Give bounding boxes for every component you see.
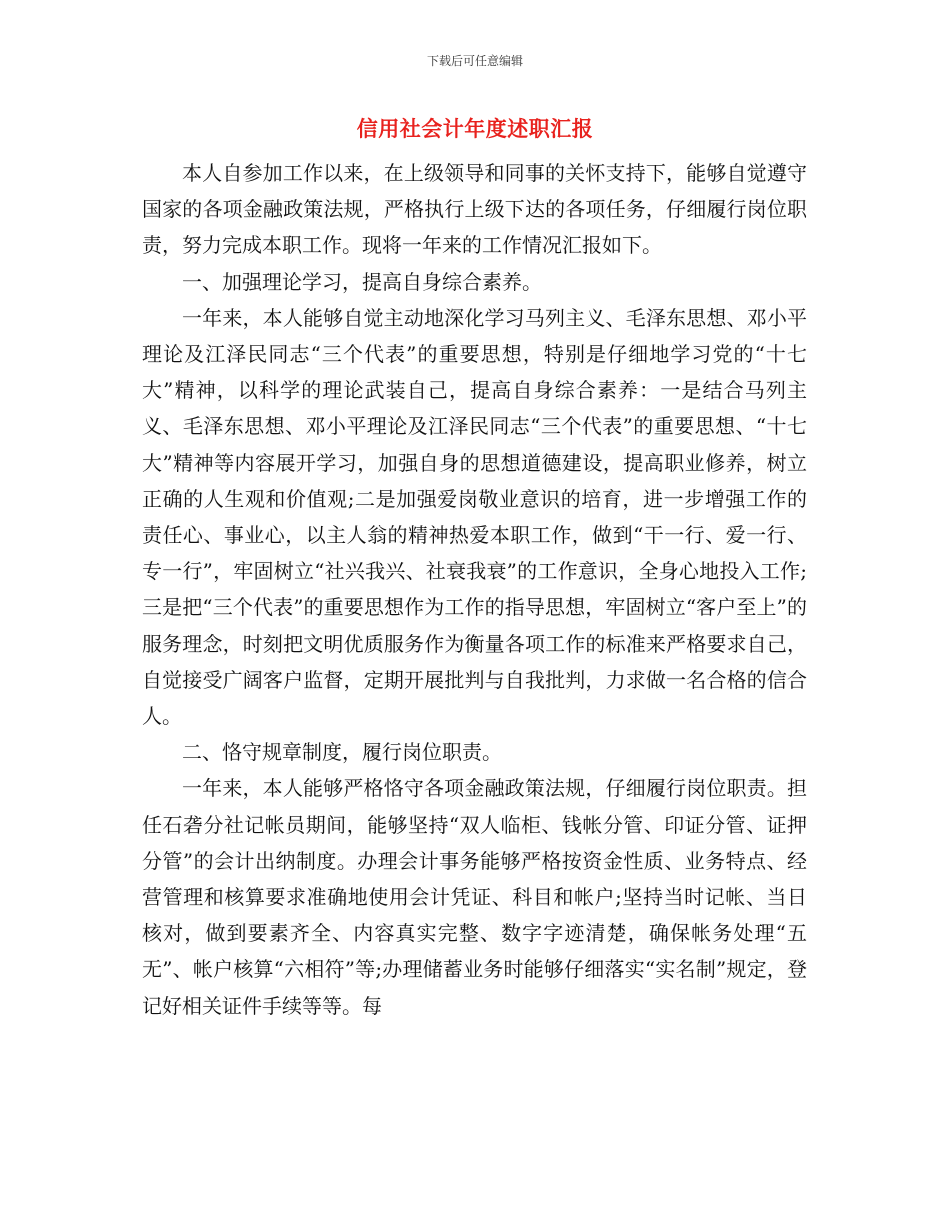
paragraph-section-2: 一年来，本人能够严格恪守各项金融政策法规，仔细履行岗位职责。担任石砻分社记帐员期间，能够坚持“双人临柜、钱帐分管、印证分管、证押分管”的会计出纳制度。办理会计事务能够严格按资金性质、业务特点、经营管理和核算要求准确地使用会计凭证、科目和帐户;坚持当时记帐、当日核对，做到要素齐全、内容真实完整、数字字迹清楚，确保帐务处理“五无”、帐户核算“六相符”等;办理储蓄业务时能够仔细落实“实名制”规定，登记好相关证件手续等等。每: [142, 776, 807, 1018]
paragraph-section-1: 一年来，本人能够自觉主动地深化学习马列主义、毛泽东思想、邓小平理论及江泽民同志“三个代表”的重要思想，特别是仔细地学习党的“十七大”精神，以科学的理论武装自己，提高自身综合素养：一是结合马列主义、毛泽东思想、邓小平理论及江泽民同志“三个代表”的重要思想、“十七大”精神等内容展开学习，加强自身的思想道德建设，提高职业修养，树立正确的人生观和价值观;二是加强爱岗敬业意识的培育，进一步增强工作的责任心、事业心，以主人翁的精神热爱本职工作，做到“干一行、爱一行、专一行”，牢固树立“社兴我兴、社衰我衰”的工作意识，全身心地投入工作;三是把“三个代表”的重要思想作为工作的指导思想，牢固树立“客户至上”的服务理念，时刻把文明优质服务作为衡量各项工作的标准来严格要求自己，自觉接受广阔客户监督，定期开展批判与自我批判，力求做一名合格的信合人。: [142, 305, 807, 729]
page-header: 下载后可任意编辑: [426, 54, 523, 68]
paragraph-intro: 本人自参加工作以来，在上级领导和同事的关怀支持下，能够自觉遵守国家的各项金融政策法规，严格执行上级下达的各项任务，仔细履行岗位职责，努力完成本职工作。现将一年来的工作情况汇报如下。: [142, 161, 807, 258]
section-heading-2: 二、恪守规章制度，履行岗位职责。: [182, 740, 502, 765]
document-title: 信用社会计年度述职汇报: [356, 117, 594, 141]
document-body: [142, 155, 807, 1024]
section-heading-1: 一、加强理论学习，提高自身综合素养。: [182, 269, 542, 294]
